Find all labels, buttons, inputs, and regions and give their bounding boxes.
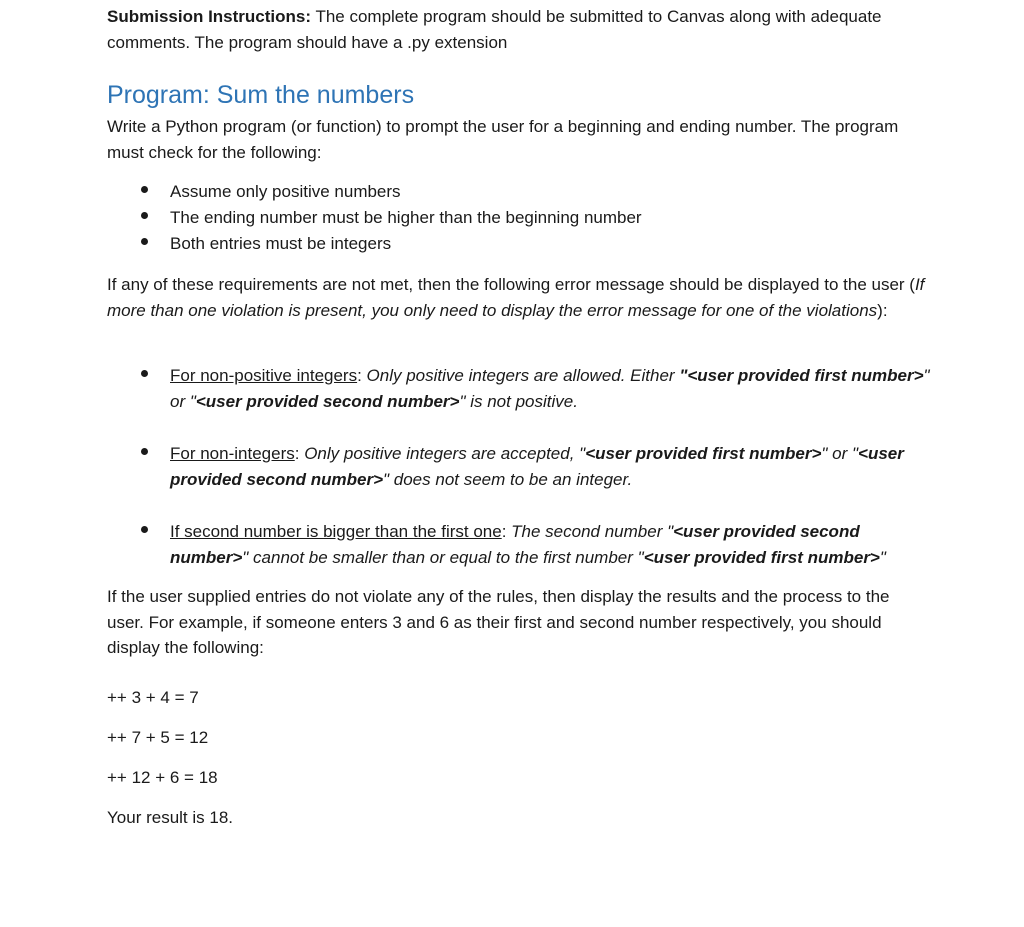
error-order-label: If second number is bigger than the first one (170, 522, 502, 541)
error-placeholder: <user provided second number> (170, 522, 860, 567)
errors-intro-italic: If more than one violation is present, you only need to display the error message for one of the violations (107, 275, 925, 320)
bullet-icon (139, 448, 149, 458)
error-placeholder: <user provided first number> (585, 444, 822, 463)
requirement-item: Both entries must be integers (170, 234, 392, 253)
errors-intro-end: ): (877, 300, 888, 320)
errors-intro-text: If any of these requirements are not met, then the following error message should be displayed to the user ( (107, 275, 915, 294)
requirement-item: Assume only positive numbers (170, 182, 401, 201)
error-sep: : (501, 522, 512, 541)
program-heading: Program: Sum the numbers (107, 81, 415, 109)
error-placeholder: <user provided first number> (643, 547, 880, 567)
errors-intro (107, 272, 927, 323)
example-line: ++ 3 + 4 = 7 (107, 688, 199, 707)
bullet-icon (139, 186, 149, 196)
result-line: Your result is 18. (107, 808, 233, 827)
bullet-icon (139, 526, 149, 536)
program-intro: Write a Python program (or function) to prompt the user for a beginning and ending number. The program must check for the following: (107, 117, 899, 162)
error-placeholder: <user provided second number> (170, 444, 904, 489)
example-line: ++ 12 + 6 = 18 (107, 768, 218, 787)
error-text: " is not positive. (459, 391, 578, 411)
error-nonpositive (170, 363, 930, 414)
error-text: Only positive integers are allowed. Either (366, 366, 680, 385)
error-text: Only positive integers are accepted, " (304, 444, 586, 463)
error-order (170, 519, 930, 570)
bullet-icon (139, 212, 149, 222)
submission-text: The complete program should be submitted to Canvas along with adequate comments. The program should have a .py extension (107, 7, 882, 52)
error-noninteger-label: For non-integers (170, 444, 295, 463)
error-noninteger (170, 441, 930, 492)
error-placeholder: "<user provided first number> (679, 366, 924, 385)
error-placeholder: <user provided second number> (195, 391, 460, 411)
bullet-icon (139, 238, 149, 248)
example-line: ++ 7 + 5 = 12 (107, 728, 209, 747)
error-text: " or " (821, 444, 859, 463)
error-text: The second number " (511, 522, 674, 541)
error-text: " or " (170, 366, 930, 411)
submission-instructions (107, 4, 927, 55)
error-text: " cannot be smaller than or equal to the first number " (242, 547, 644, 567)
error-sep: : (357, 366, 367, 385)
error-nonpositive-label: For non-positive integers (170, 366, 358, 385)
bullet-icon (139, 370, 149, 380)
requirement-item: The ending number must be higher than the beginning number (170, 208, 642, 227)
error-text: " (879, 547, 886, 567)
error-sep: : (294, 444, 305, 463)
error-text: " does not seem to be an integer. (383, 469, 633, 489)
results-intro: If the user supplied entries do not violate any of the rules, then display the results and the process to the user. For example, if someone enters 3 and 6 as their first and second number respectively, you should display the following: (107, 587, 890, 657)
submission-label: Submission Instructions: (107, 7, 312, 26)
